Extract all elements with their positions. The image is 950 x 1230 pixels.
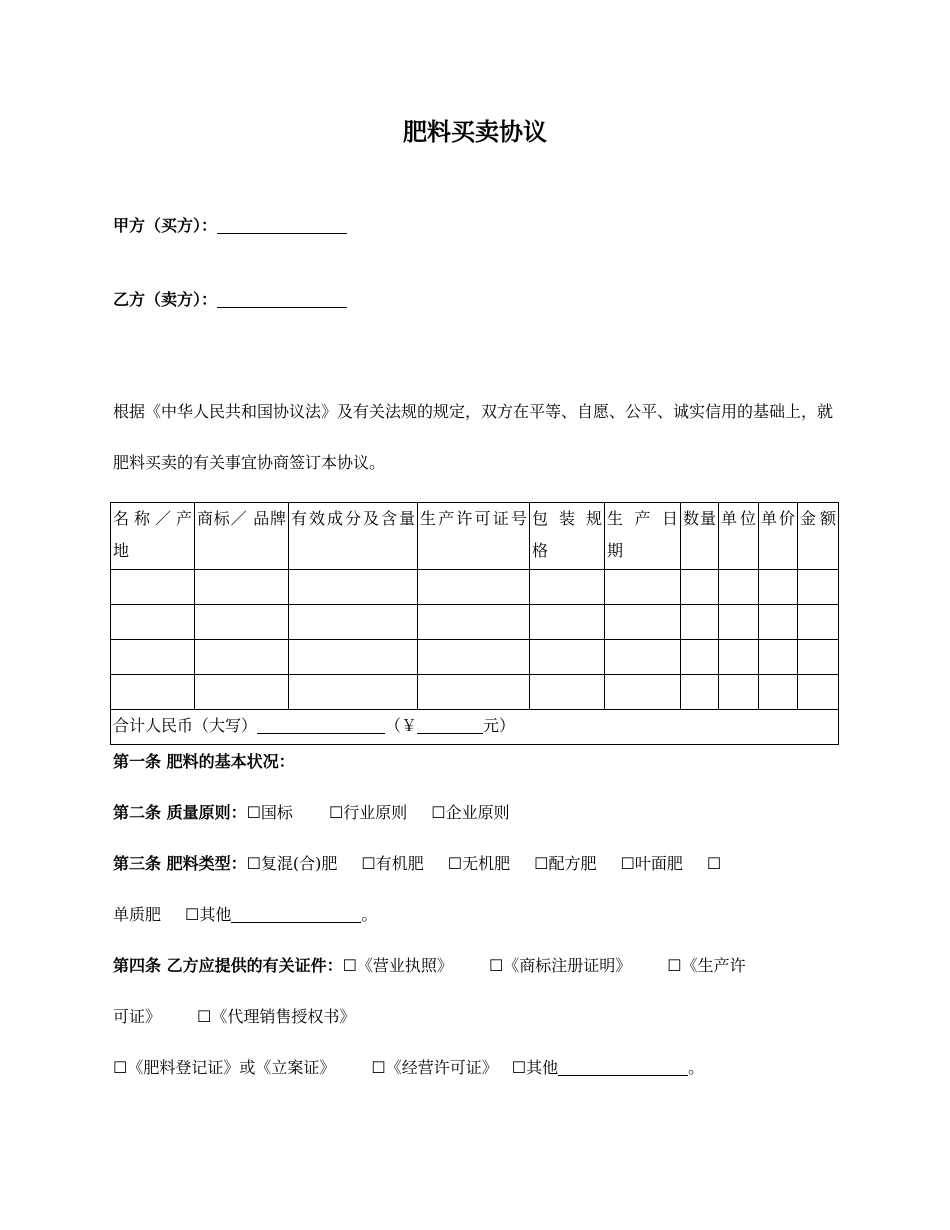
article-3-heading: 第三条 肥料类型： <box>113 854 247 873</box>
option-text: 可证》 <box>113 1007 162 1026</box>
table-cell[interactable] <box>798 675 839 710</box>
table-cell[interactable] <box>418 605 530 640</box>
table-row <box>111 570 839 605</box>
table-cell[interactable] <box>605 675 681 710</box>
checkbox-option[interactable]: ☐《肥料登记证》或《立案证》 <box>113 1058 336 1077</box>
checkbox-option[interactable]: ☐《营业执照》 <box>342 956 453 975</box>
header-cell: 金额 <box>798 503 839 570</box>
checkbox-option[interactable]: ☐配方肥 <box>534 854 597 873</box>
table-cell[interactable] <box>719 640 759 675</box>
goods-table <box>110 502 839 745</box>
checkbox-option[interactable]: ☐有机肥 <box>361 854 424 873</box>
table-cell[interactable] <box>289 570 418 605</box>
table-cell[interactable] <box>681 675 719 710</box>
article-4-line-3 <box>113 1055 838 1078</box>
table-cell[interactable] <box>195 640 289 675</box>
table-row <box>111 640 839 675</box>
header-cell: 单位 <box>719 503 759 570</box>
article-2 <box>113 800 838 823</box>
table-cell[interactable] <box>605 640 681 675</box>
table-cell[interactable] <box>798 570 839 605</box>
table-cell[interactable] <box>719 675 759 710</box>
checkbox-option[interactable]: ☐国标 <box>246 803 293 822</box>
table-cell[interactable] <box>418 640 530 675</box>
header-cell: 包 装 规格 <box>530 503 605 570</box>
checkbox-option[interactable]: ☐叶面肥 <box>620 854 683 873</box>
table-header-row <box>111 503 839 570</box>
other-doc-blank[interactable] <box>558 1060 688 1076</box>
table-cell[interactable] <box>418 675 530 710</box>
table-cell[interactable] <box>759 605 798 640</box>
party-b-label: 乙方（卖方）： <box>113 290 218 309</box>
article-4-heading: 第四条 乙方应提供的有关证件： <box>113 956 343 975</box>
table-cell[interactable] <box>195 605 289 640</box>
party-a-line <box>113 213 347 236</box>
table-cell[interactable] <box>111 675 195 710</box>
period: 。 <box>361 905 378 924</box>
total-cell <box>111 710 839 745</box>
header-cell: 名称／产地 <box>111 503 195 570</box>
table-cell[interactable] <box>719 570 759 605</box>
header-cell: 数量 <box>681 503 719 570</box>
article-2-heading: 第二条 质量原则： <box>113 803 247 822</box>
table-cell[interactable] <box>719 605 759 640</box>
checkbox-option[interactable]: ☐《经营许可证》 <box>371 1058 498 1077</box>
checkbox-option[interactable]: ☐其他 <box>185 905 232 924</box>
table-cell[interactable] <box>530 605 605 640</box>
checkbox-option[interactable]: ☐ <box>706 854 722 873</box>
table-cell[interactable] <box>605 605 681 640</box>
intro-paragraph: 根据《中华人民共和国协议法》及有关法规的规定，双方在平等、自愿、公平、诚实信用的基础上，就肥料买卖的有关事宜协商签订本协议。 <box>113 402 834 472</box>
table-cell[interactable] <box>195 570 289 605</box>
table-cell[interactable] <box>289 640 418 675</box>
table-cell[interactable] <box>681 570 719 605</box>
article-3-continued <box>113 902 838 925</box>
header-cell: 有效成分及含量 <box>289 503 418 570</box>
article-3 <box>113 851 838 874</box>
total-yen-open: （￥ <box>385 716 418 735</box>
article-1-heading: 第一条 肥料的基本状况： <box>113 752 295 771</box>
table-cell[interactable] <box>111 570 195 605</box>
table-cell[interactable] <box>111 605 195 640</box>
header-cell: 商标／ 品牌 <box>195 503 289 570</box>
party-a-label: 甲方（买方）： <box>113 216 218 235</box>
article-4 <box>113 953 838 976</box>
table-cell[interactable] <box>289 605 418 640</box>
checkbox-option[interactable]: ☐行业原则 <box>328 803 408 822</box>
checkbox-option[interactable]: ☐《生产许 <box>667 956 746 975</box>
table-cell[interactable] <box>681 640 719 675</box>
other-type-blank[interactable] <box>231 907 361 923</box>
table-cell[interactable] <box>418 570 530 605</box>
checkbox-option[interactable]: ☐《商标注册证明》 <box>488 956 632 975</box>
table-row <box>111 675 839 710</box>
header-cell: 单价 <box>759 503 798 570</box>
table-cell[interactable] <box>195 675 289 710</box>
table-cell[interactable] <box>759 570 798 605</box>
checkbox-option[interactable]: ☐其他 <box>511 1058 559 1077</box>
party-b-blank[interactable] <box>217 291 347 308</box>
total-yen-close: 元） <box>483 716 516 735</box>
table-cell[interactable] <box>798 605 839 640</box>
table-cell[interactable] <box>798 640 839 675</box>
table-cell[interactable] <box>759 675 798 710</box>
table-row <box>111 605 839 640</box>
table-cell[interactable] <box>681 605 719 640</box>
checkbox-option[interactable]: ☐复混(合)肥 <box>246 854 338 873</box>
checkbox-option[interactable]: ☐《代理销售授权书》 <box>197 1007 356 1026</box>
table-cell[interactable] <box>605 570 681 605</box>
table-cell[interactable] <box>759 640 798 675</box>
checkbox-option[interactable]: ☐无机肥 <box>447 854 511 873</box>
table-cell[interactable] <box>111 640 195 675</box>
option-text: 单质肥 <box>113 905 162 924</box>
article-4-continued <box>113 1004 838 1027</box>
table-cell[interactable] <box>530 640 605 675</box>
total-label: 合计人民币（大写） <box>113 716 258 735</box>
article-1 <box>113 749 838 772</box>
party-a-blank[interactable] <box>217 217 347 234</box>
header-cell: 生 产 日期 <box>605 503 681 570</box>
period: 。 <box>688 1058 705 1077</box>
table-total-row <box>111 710 839 745</box>
checkbox-option[interactable]: ☐企业原则 <box>431 803 510 822</box>
table-cell[interactable] <box>289 675 418 710</box>
total-amount-blank[interactable] <box>257 718 385 734</box>
party-b-line <box>113 287 347 310</box>
total-yen-blank[interactable] <box>417 718 483 734</box>
header-cell: 生产许可证号 <box>418 503 530 570</box>
document-title: 肥料买卖协议 <box>403 118 547 146</box>
table-cell[interactable] <box>530 675 605 710</box>
table-cell[interactable] <box>530 570 605 605</box>
